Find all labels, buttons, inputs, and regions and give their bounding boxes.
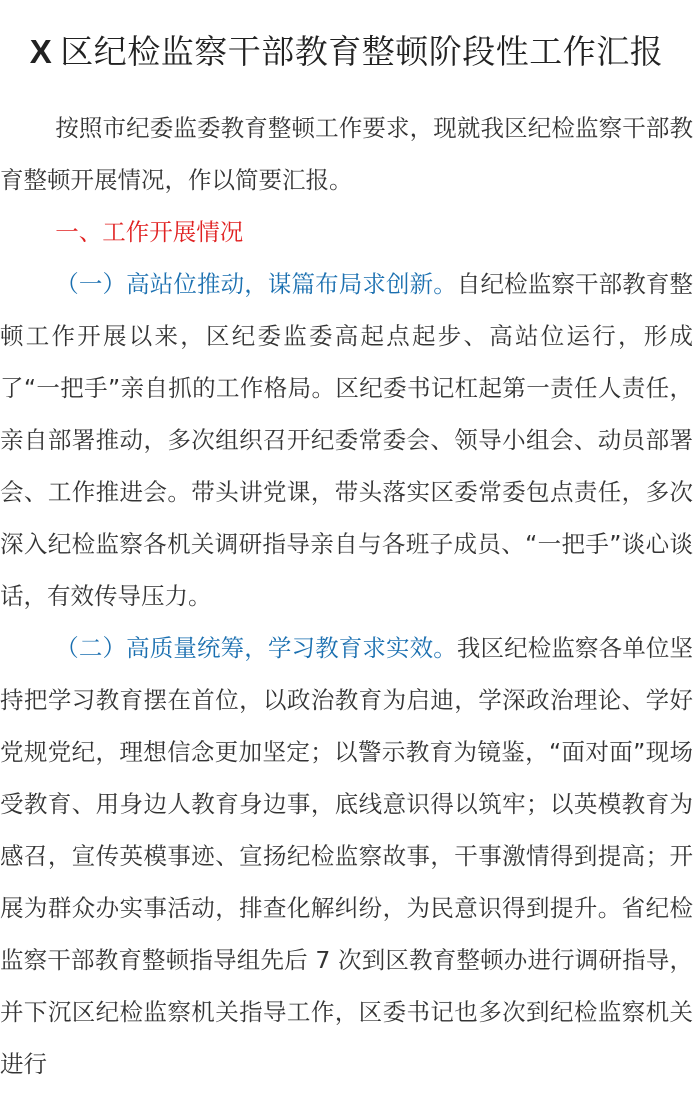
section-heading: 一、工作开展情况 [55,218,244,246]
item-1-heading: （一）高站位推动，谋篇布局求创新。 [55,270,457,298]
document-body [0,102,693,1090]
document-title [0,26,693,78]
item-1-paragraph [0,258,693,622]
title-prefix: X [29,33,53,70]
title-text: 区纪检监察干部教育整顿阶段性工作汇报 [60,32,664,71]
item-2-heading: （二）高质量统筹，学习教育求实效。 [55,634,457,662]
item-1-text: 自纪检监察干部教育整顿工作开展以来，区纪委监委高起点起步、高站位运行，形成了“一把手”亲自抓的工作格局。区纪委书记杠起第一责任人责任，亲自部署推动，多次组织召开纪委常委会、领导小组会、动员部署会、工作推进会。带头讲党课，带头落实区委常委包点责任，多次深入纪检监察各机关调研指导亲自与各班子成员、“一把手”谈心谈话，有效传导压力。 [0,270,693,610]
intro-paragraph: 按照市纪委监委教育整顿工作要求，现就我区纪检监察干部教育整顿开展情况，作以简要汇报。 [0,114,693,194]
item-2-text: 我区纪检监察各单位坚持把学习教育摆在首位，以政治教育为启迪，学深政治理论、学好党规党纪，理想信念更加坚定；以警示教育为镜鉴，“面对面”现场受教育、用身边人教育身边事，底线意识得以筑牢；以英模教育为感召，宣传英模事迹、宣扬纪检监察故事，干事激情得到提高；开展为群众办实事活动，排查化解纠纷，为民意识得到提升。省纪检监察干部教育整顿指导组先后 7 次到区教育整顿办进行调研指导，并下沉区纪检监察机关指导工作，区委书记也多次到纪检监察机关进行 [0,634,693,1078]
item-2-paragraph [0,622,693,1090]
